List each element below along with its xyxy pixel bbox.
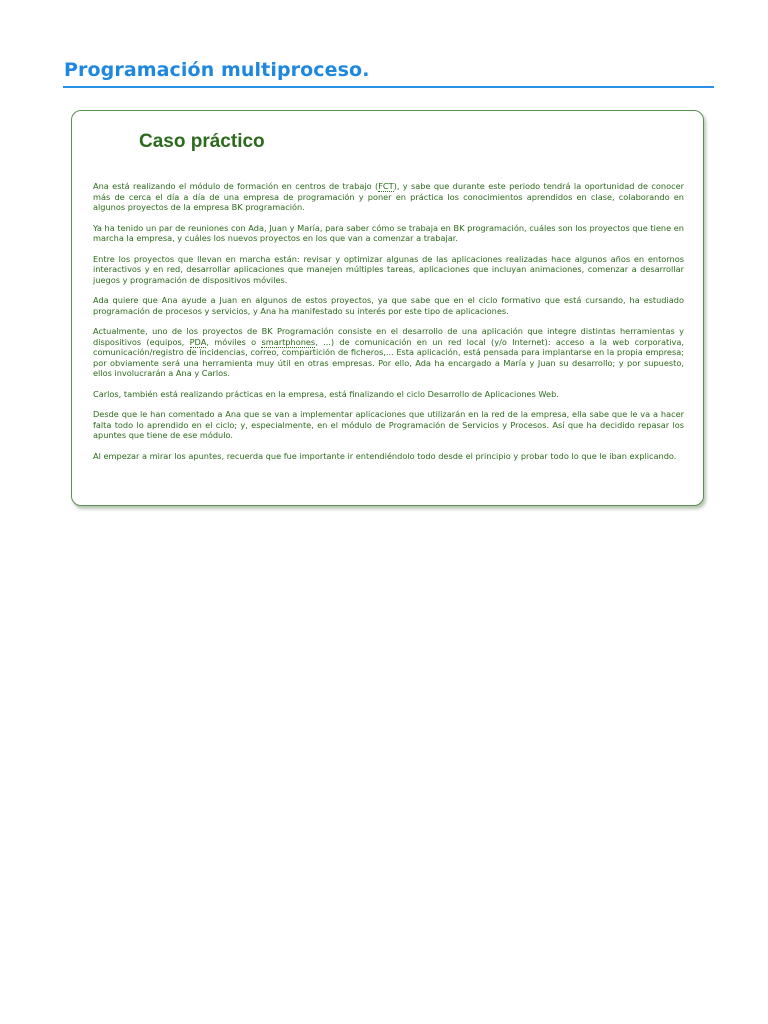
case-study-paragraph	[93, 451, 684, 462]
paragraph-text: Ana está realizando el módulo de formación en centros de trabajo (	[93, 181, 379, 191]
case-study-paragraph	[93, 181, 684, 213]
case-study-paragraph	[93, 389, 684, 400]
paragraph-text: Actualmente, uno de los proyectos de BK Programación consiste en el desarrollo de una aplicación que integre distintas herramientas y dispositivos (equipos,	[93, 326, 684, 347]
case-study-box	[71, 110, 704, 506]
title-divider	[63, 86, 714, 88]
page-title: Programación multiproceso.	[64, 59, 370, 81]
case-study-heading: Caso práctico	[139, 131, 265, 152]
case-study-paragraph	[93, 326, 684, 379]
paragraph-text: Carlos, también está realizando prácticas en la empresa, está finalizando el ciclo Desarrollo de Aplicaciones Web.	[93, 388, 559, 399]
case-study-paragraph	[93, 295, 684, 316]
paragraph-text: , móviles o	[206, 336, 262, 347]
paragraph-text: Ya ha tenido un par de reuniones con Ada, Juan y María, para saber cómo se trabaja en BK programación, cuáles son los proyectos que tiene en marcha la empresa, y cuáles los nuevos proyectos en los que van a comenzar a trabajar.	[93, 222, 684, 243]
paragraph-text: Al empezar a mirar los apuntes, recuerda que fue importante ir entendiéndolo todo desde el principio y probar todo lo que le iban explicando.	[93, 450, 677, 461]
glossary-term[interactable]: FCT	[378, 181, 394, 191]
paragraph-text: ), y sabe que durante este periodo tendrá la oportunidad de conocer más de cerca el día a día de una empresa de programación y poner en práctica los conocimientos aprendidos en clase, colaborando en algunos proyectos de la empresa BK programación.	[93, 181, 684, 212]
paragraph-text: , ...) de comunicación en un red local (y/o Internet): acceso a la web corporativa, comunicación/registro de incidencias, correo, compartición de ficheros,... Esta aplicación, está pensada para implantarse en la propia empresa; por obviamente será una herramienta muy útil en otras empresas. Por ello, Ada ha encargado a María y Juan su desarrollo; y por supuesto, ellos involucrarán a Ana y Carlos.	[93, 336, 684, 378]
case-study-body	[93, 181, 684, 461]
glossary-term[interactable]: smartphones	[261, 336, 316, 347]
paragraph-text: Ada quiere que Ana ayude a Juan en algunos de estos proyectos, ya que sabe que en el ciclo formativo que está cursando, ha estudiado programación de procesos y servicios, y Ana ha manifestado su interés por este tipo de aplicaciones.	[93, 295, 684, 316]
case-study-paragraph	[93, 254, 684, 286]
glossary-term[interactable]: PDA	[189, 336, 207, 347]
paragraph-text: Entre los proyectos que llevan en marcha están: revisar y optimizar algunas de las aplicaciones realizadas hace algunos años en entornos interactivos y en red, desarrollar aplicaciones que manejen múltiples tareas, aplicaciones que incluyan animaciones, comenzar a desarrollar juegos y programación de dispositivos móviles.	[93, 253, 684, 285]
paragraph-text: Desde que le han comentado a Ana que se van a implementar aplicaciones que utilizarán en la red de la empresa, ella sabe que le va a hacer falta todo lo aprendido en el ciclo; y, especialmente, en el módulo de Programación de Servicios y Procesos. Así que ha decidido repasar los apuntes que tiene de ese módulo.	[93, 409, 684, 440]
page-header	[63, 58, 714, 88]
case-study-paragraph	[93, 223, 684, 244]
case-study-paragraph	[93, 409, 684, 441]
